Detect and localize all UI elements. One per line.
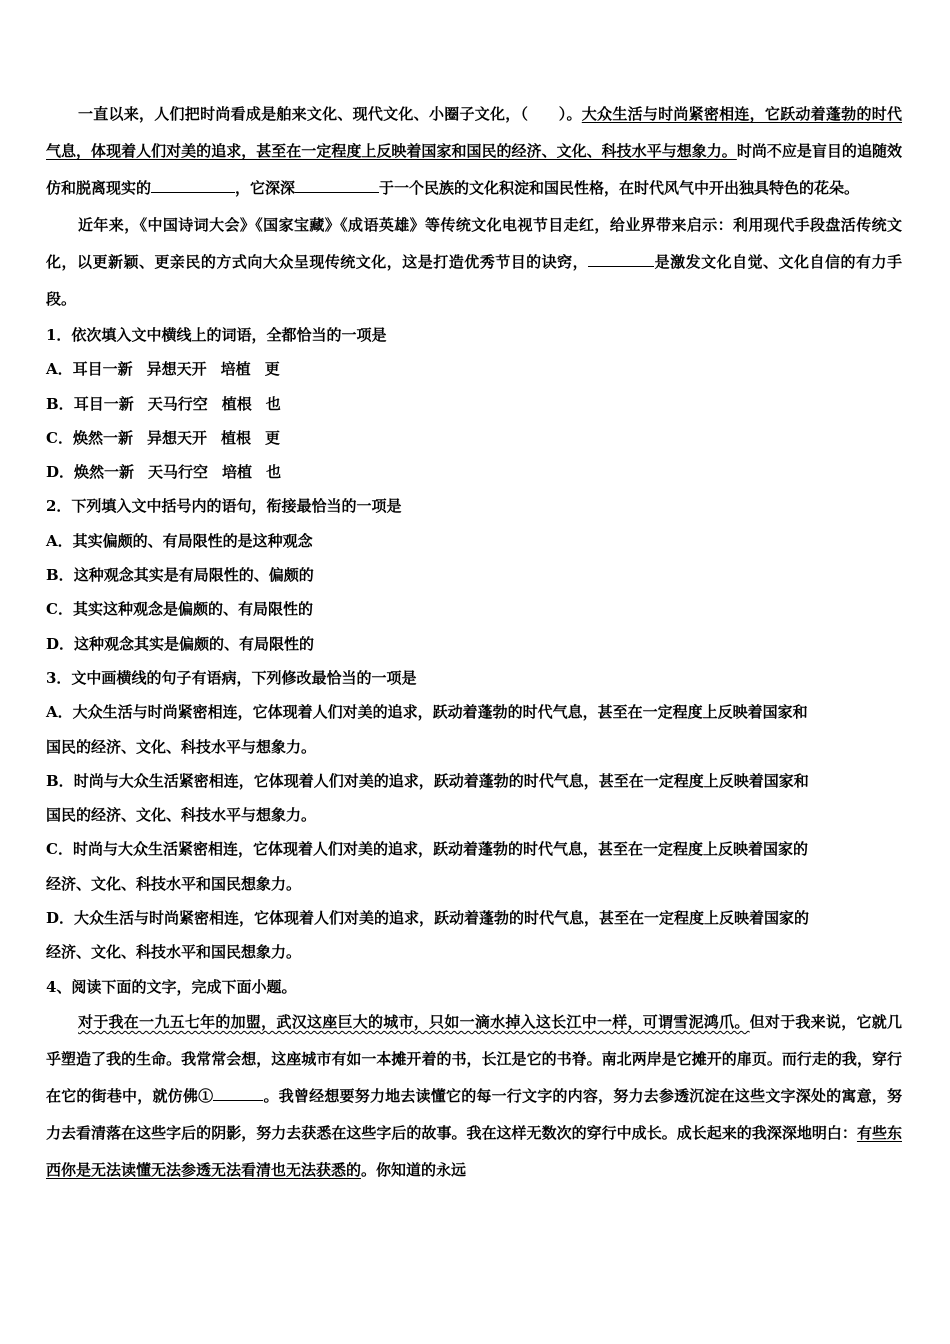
option-text: 这种观念其实是有局限性的、偏颇的 (73, 566, 314, 585)
option-letter: B． (46, 394, 74, 413)
passage-text: 是激发文化自觉、文化自信的有力手段。 (46, 253, 902, 308)
option-word: 也 (265, 394, 281, 413)
option-letter: D． (46, 909, 75, 928)
option-b[interactable] (46, 387, 902, 421)
blank-number: ① (198, 1086, 214, 1105)
option-text: 经济、文化、科技水平和国民想象力。 (46, 943, 302, 962)
option-letter: A． (46, 531, 73, 550)
wavy-underlined-sentence: 对于我在一九五七年的加盟，武汉这座巨大的城市，只如一滴水掉入这长江中一样，可谓雪泥鸿爪。 (78, 1012, 750, 1031)
passage-text: 但对于我来说，它就几乎塑造了我的生命。我常常会想，这座城市有如一本摊开着的书，长江是它的书脊。南北两岸是它摊开的扉页。而行走的我，穿行在它的街巷中，就仿佛 (46, 1012, 902, 1105)
document-page (46, 96, 902, 1189)
option-word: 培植 (220, 360, 251, 379)
option-word: 耳目一新 (72, 360, 133, 379)
underlined-sentence: 大众生活与时尚紧密相连，它跃动着蓬勃的时代气息，体现着人们对美的追求，甚至在一定程度上反映着国家和国民的经济、文化、科技水平与想象力。 (46, 105, 902, 160)
option-word: 焕然一新 (74, 463, 135, 482)
option-word: 天马行空 (148, 463, 209, 482)
option-text: 大众生活与时尚紧密相连，它体现着人们对美的追求，跃动着蓬勃的时代气息，甚至在一定程度上反映着国家的 (74, 909, 810, 928)
option-text: 时尚与大众生活紧密相连，它体现着人们对美的追求，跃动着蓬勃的时代气息，甚至在一定程度上反映着国家和 (73, 771, 809, 790)
question-2 (46, 489, 902, 660)
option-d[interactable] (46, 627, 902, 661)
option-word: 更 (265, 428, 281, 447)
option-letter: A． (46, 703, 73, 722)
option-letter: D． (46, 463, 75, 482)
option-c[interactable] (46, 832, 902, 901)
option-text: 大众生活与时尚紧密相连，它体现着人们对美的追求，跃动着蓬勃的时代气息，甚至在一定程度上反映着国家和 (72, 703, 808, 722)
fill-blank-3 (588, 252, 654, 267)
option-letter: A． (46, 360, 73, 379)
fill-blank-1 (151, 178, 235, 193)
option-text: 其实偏颇的、有局限性的是这种观念 (72, 531, 313, 550)
option-word: 植根 (221, 394, 252, 413)
option-word: 异想天开 (146, 428, 207, 447)
option-word: 异想天开 (146, 360, 207, 379)
passage-paragraph-1 (46, 96, 902, 207)
option-d[interactable] (46, 901, 902, 970)
option-word: 天马行空 (147, 394, 208, 413)
option-word: 更 (264, 360, 280, 379)
option-c[interactable] (46, 592, 902, 626)
question-3 (46, 661, 902, 970)
option-letter: C． (46, 428, 73, 447)
question-stem: 2．下列填入文中括号内的语句，衔接最恰当的一项是 (46, 497, 402, 516)
option-a[interactable] (46, 352, 902, 386)
passage-paragraph-2 (46, 207, 902, 318)
option-letter: C． (46, 840, 73, 859)
question-4-stem: 4、阅读下面的文字，完成下面小题。 (46, 977, 297, 996)
option-word: 植根 (220, 428, 251, 447)
reading-passage (46, 1004, 902, 1189)
answer-paren: （ ）。 (520, 105, 582, 123)
underlined-sentence: 有些东西你是无法读懂无法参透无法看清也无法获悉的 (46, 1123, 902, 1179)
option-letter: D． (46, 634, 75, 653)
option-text: 国民的经济、文化、科技水平与想象力。 (46, 806, 317, 825)
passage-text: 。我曾经想要努力地去读懂它的每一行文字的内容，努力去参透沉淀在这些文字深处的寓意，努力去看清落在这些字后的阴影，努力去获悉在这些字后的故事。我在这样无数次的穿行中成长。成长起来的我深深地明白： (46, 1086, 902, 1142)
passage-text: 。你知道的永远 (361, 1160, 467, 1179)
option-word: 焕然一新 (72, 428, 133, 447)
passage-text: 近年来，《中国诗词大会》《国家宝藏》《成语英雄》等传统文化电视节目走红，给业界带来启示：利用现代手段盘活传统文化，以更新颖、更亲民的方式向大众呈现传统文化，这是打造优秀节目的诀窍， (46, 216, 902, 271)
option-letter: B． (46, 566, 74, 585)
option-text: 时尚与大众生活紧密相连，它体现着人们对美的追求，跃动着蓬勃的时代气息，甚至在一定程度上反映着国家的 (72, 840, 808, 859)
option-text: 这种观念其实是偏颇的、有局限性的 (74, 634, 315, 653)
option-d[interactable] (46, 455, 902, 489)
option-text: 国民的经济、文化、科技水平与想象力。 (46, 737, 317, 756)
option-a[interactable] (46, 695, 902, 764)
option-letter: B． (46, 771, 74, 790)
option-text: 其实这种观念是偏颇的、有局限性的 (72, 600, 313, 619)
option-b[interactable] (46, 558, 902, 592)
question-stem: 3．文中画横线的句子有语病，下列修改最恰当的一项是 (46, 668, 417, 687)
fill-blank-circle-1 (213, 1086, 263, 1101)
passage-text: 时尚不应是盲目的追随效仿和脱离现实的 (46, 142, 902, 197)
passage-text: 于一个民族的文化积淀和国民性格，在时代风气中开出独具特色的花朵。 (379, 179, 860, 197)
passage-text: ，它深深 (235, 179, 296, 197)
question-stem: 1．依次填入文中横线上的词语，全都恰当的一项是 (46, 326, 387, 344)
option-word: 培植 (222, 463, 253, 482)
option-b[interactable] (46, 764, 902, 833)
fill-blank-2 (295, 178, 379, 193)
option-word: 也 (266, 463, 282, 482)
option-c[interactable] (46, 421, 902, 455)
question-1 (46, 318, 902, 489)
option-letter: C． (46, 600, 73, 619)
passage-text: 一直以来，人们把时尚看成是舶来文化、现代文化、小圈子文化， (78, 105, 521, 123)
option-text: 经济、文化、科技水平和国民想象力。 (46, 874, 302, 893)
option-word: 耳目一新 (73, 394, 134, 413)
option-a[interactable] (46, 524, 902, 558)
